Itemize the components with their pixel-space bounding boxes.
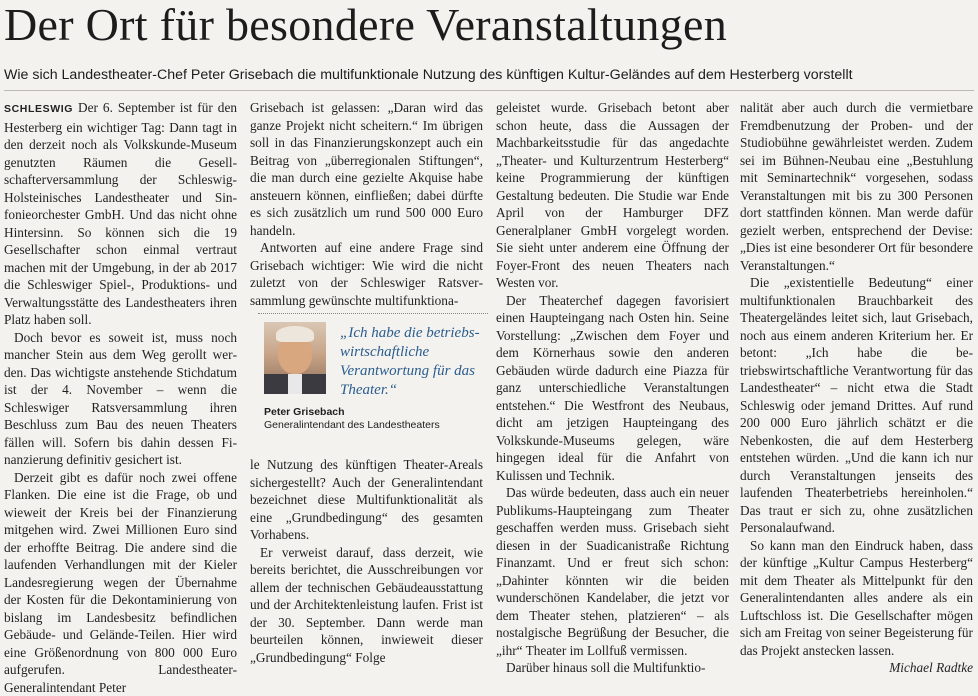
dateline: SCHLESWIG	[4, 103, 73, 115]
paragraph: geleistet wurde. Grisebach betont aber schon heute, dass die Aussagen der Machbarkeitsstudie für das angedachte „Theater- und Kulturzentrum Hesterberg“ keine Programmierung der künftigen Gestaltung bedeuten. Die Studie war Ende April von der Hamburger DFZ Generalplaner GmbH vorgelegt worden. Sie sieht unter anderem eine Öffnung der Foyer-Front des neuen Theaters nach Westen vor.	[496, 99, 729, 292]
paragraph: Der Theaterchef dagegen favorisiert einen Haupteingang nach Osten hin. Seine Vorstellung: „Zwischen dem Foyer und dem Körnerhaus sowie den anderen Gebäuden würde dadurch eine Piazza für ganz unterschiedliche Veranstaltungen entstehen.“ Die Westfront des Neubaus, dicht am jetzigen Haupteingang des Volkskunde-Museums gelegen, wäre hingegen ideal für die Anfahrt von Kulissen und Technik.	[496, 292, 729, 485]
paragraph	[740, 537, 973, 660]
paragraph: Darüber hinaus soll die Multifunktio-	[496, 659, 729, 677]
paragraph-text: Der 6. September ist für den Hesterberg ein wichtiger Tag: Dann tagt in den derzeit noch als Volkskunde-Museum genutzten Räumen die Gesellschafterversammlung der Schleswig-Holsteinisches Landestheater und Sinfonieorchester GmbH. Und das nicht ohne Hintersinn. So können sich die 19 Gesellschafter schon einmal vertraut machen mit der Umgebung, in der ab 2017 die Schleswiger Spiel-, Produktions- und Verwaltungsstätte des Landestheaters ihren Platz haben soll.	[4, 100, 237, 327]
paragraph: Er verweist darauf, dass derzeit, wie bereits berichtet, die Ausschreibungen vor allem der technischen Gebäudeausstattung und der Architektenleistung laufen. Frist ist der 30. September. Dann werde man beurteilen können, inwieweit dieser „Grundbedingung“ Folge	[250, 544, 483, 667]
paragraph: Das würde bedeuten, dass auch ein neuer Publikums-Haupteingang zum Theater geschaffen werden muss. Grisebach sieht diesen in der Suadicanistraße Richtung Finanzamt. Und er freut sich schon: „Dahinter könnten wir die beiden wunderschönen Kandelaber, die jetzt vor dem Theater stehen, platzieren“ – als nostalgische Begrüßung der Besucher, die „ihr“ Theater im Lollfuß vermissen.	[496, 484, 729, 659]
headline: Der Ort für besondere Veranstaltungen	[4, 0, 976, 50]
paragraph	[4, 99, 237, 329]
portrait-photo	[264, 322, 326, 394]
quote-text: „Ich habe die betriebswirtschaftliche Verantwortung für das Theater.“	[340, 324, 488, 400]
article-column-3	[496, 99, 729, 677]
paragraph: le Nutzung des künftigen Theater-Areals sichergestellt? Auch der Generalintendant bezeichnet diese Multifunktionalität als eine „Grundbedingung“ des gesamten Vorhabens.	[250, 456, 483, 544]
article-column-2-continued	[250, 456, 483, 666]
divider	[4, 90, 974, 91]
quote-name: Peter Grisebach	[264, 406, 345, 419]
paragraph: Derzeit gibt es dafür noch zwei offene Flanken. Die eine ist die Frage, ob und wieweit der Kreis bei der Finanzierung mitgehen wird. Zwei Millionen Euro sind der erhoffte Beitrag. Die andere sind die laufenden Verhandlungen mit der Kieler Landesregierung wegen der Übernahme der Kosten für die Dekontaminierung von bislang im Landesbesitz befindlichen Gebäude- und Gelände-Teilen. Hier wird eine Größenordnung von 800 000 Euro aufgerufen. Landestheater-Generalintendant Peter	[4, 469, 237, 696]
subheadline: Wie sich Landestheater-Chef Peter Grisebach die multifunktionale Nutzung des künftigen Kultur-Geländes auf dem Hesterberg vorstellt	[4, 66, 974, 84]
article-column-2	[250, 99, 483, 309]
paragraph: Antworten auf eine andere Frage sind Grisebach wichtiger: Wie wird die nicht zuletzt von der Schleswiger Ratsversammlung gewünschte multifunktiona-	[250, 239, 483, 309]
paragraph: Die „existentielle Bedeutung“ einer multifunktionalen Brauchbarkeit des Theatergeländes leitet sich, laut Grisebach, noch aus einem anderen Kriterium her. Er betont: „Ich habe die betriebswirtschaftliche Verantwortung für das Landestheater“ – nicht etwa die Stadt Schleswig oder jemand Drittes. Auf rund 200 000 Euro jährlich schätzt er die Nebenkosten, die auf dem Hesterberg entstehen würden. „Und die kann ich nur durch Veranstaltungen jenseits des laufenden Theaterbetriebs hereinholen.“ Das traut er sich zu, ohne zusätzlichen Personalaufwand.	[740, 274, 973, 537]
paragraph: nalität aber auch durch die vermietbare Fremdbenutzung der Proben- und der Studiobühne gewährleistet werden. Zudem sei im Bühnen-Neubau eine „Bestuhlung mit Seminartechnik“ vorgesehen, sodass Veranstaltungen mit bis zu 300 Personen dort stattfinden können. Man werde dafür gezielt werben, entsprechend der Devise: „Dies ist eine besonderer Ort für besondere Veranstaltungen.“	[740, 99, 973, 274]
paragraph: Grisebach ist gelassen: „Daran wird das ganze Projekt nicht scheitern.“ Im übrigen soll in das Finanzierungskonzept auch ein Beitrag von „überregionalen Stiftungen“, die man durch eine gezielte Akquise habe ansteuern können, einfließen; dabei dürfte es sich zusätzlich um rund 500 000 Euro handeln.	[250, 99, 483, 239]
pull-quote	[258, 313, 488, 437]
quote-role: Generalintendant des Landestheaters	[264, 419, 440, 432]
article-column-4	[740, 99, 973, 677]
paragraph: Doch bevor es soweit ist, muss noch mancher Stein aus dem Weg gerollt werden. Das wichtigste anstehende Stichdatum ist der 4. November – wenn die Schleswiger Ratsversammlung ihren Beschluss zum Bau des neuen Theaters fällen will. Sofern bis dahin dessen Finanzierung definitiv gesichert ist.	[4, 329, 237, 469]
article-column-1	[4, 99, 237, 696]
paragraph-text: So kann man den Eindruck haben, dass der künftige „Kultur Campus Hesterberg“ mit dem Theater als Mittelpunkt für den Generalintendanten alles andere als ein Luftschloss ist. Die Gesellschafter mögen sich am Freitag von seiner Begeisterung für das Projekt anstecken lassen.	[740, 538, 973, 658]
author-byline: Michael Radtke	[879, 659, 973, 677]
